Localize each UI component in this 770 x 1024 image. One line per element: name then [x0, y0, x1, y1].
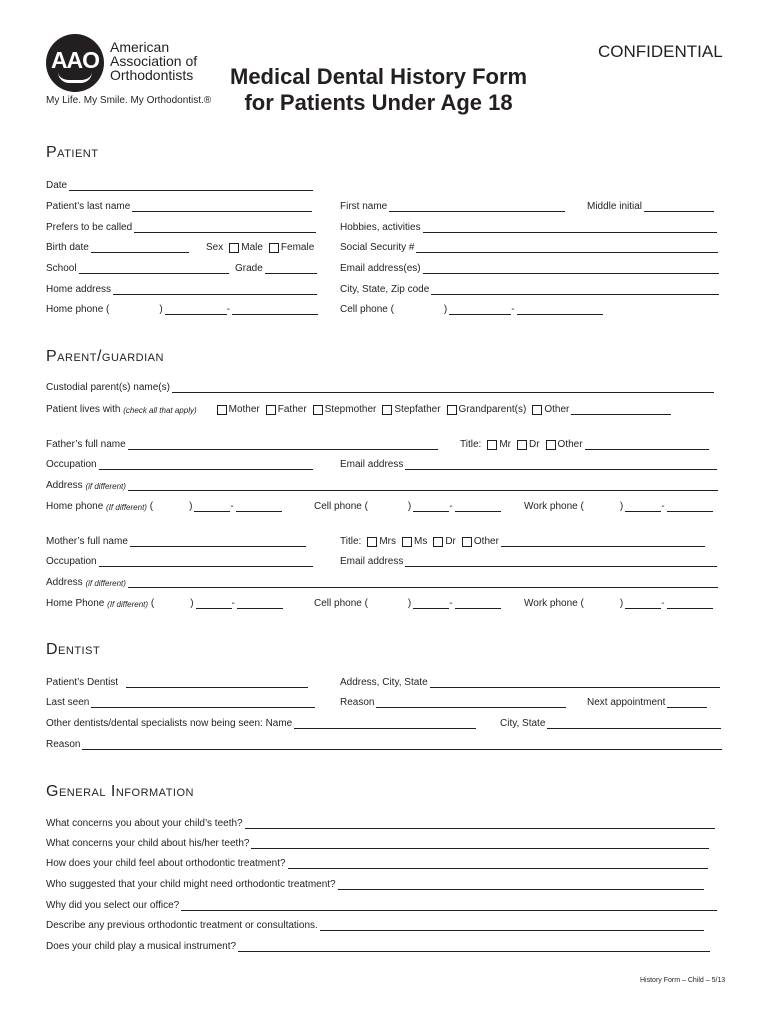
grandparent-checkbox[interactable] — [447, 405, 457, 415]
smile-icon — [58, 72, 92, 83]
question-child-concerns: What concerns your child about his/her teeth? — [46, 838, 709, 849]
stepfather-checkbox[interactable] — [382, 405, 392, 415]
field-father-title: Title: Mr Dr Other — [460, 439, 709, 450]
other-reason-input[interactable] — [82, 739, 722, 750]
q3-input[interactable] — [288, 858, 708, 869]
field-mother-cell-phone: Cell phone ( ) - — [314, 598, 501, 609]
field-patients-dentist: Patient’s Dentist — [46, 677, 308, 688]
cell-phone-line[interactable] — [517, 304, 603, 315]
mother-dr-checkbox[interactable] — [433, 537, 443, 547]
field-middle-initial: Middle initial — [587, 201, 714, 212]
field-prefers: Prefers to be called — [46, 222, 316, 233]
field-other-reason: Reason — [46, 739, 722, 750]
mother-cell-phone-prefix[interactable] — [413, 598, 449, 609]
home-phone-line[interactable] — [232, 304, 318, 315]
q5-input[interactable] — [181, 900, 717, 911]
middle-initial-input[interactable] — [644, 201, 714, 212]
email-input[interactable] — [423, 263, 719, 274]
other-dentists-input[interactable] — [294, 718, 476, 729]
field-father-address: Address (if different) — [46, 480, 718, 491]
field-home-phone: Home phone ( ) - — [46, 304, 318, 315]
field-mother-name: Mother’s full name — [46, 536, 306, 547]
male-checkbox[interactable] — [229, 243, 239, 253]
field-school: School — [46, 263, 229, 274]
form-title: Medical Dental History Form for Patients Under Age 18 — [230, 64, 528, 115]
father-title-other-input[interactable] — [585, 439, 709, 450]
field-dentist-reason: Reason — [340, 697, 566, 708]
field-last-seen: Last seen — [46, 697, 315, 708]
field-father-cell-phone: Cell phone ( ) - — [314, 501, 501, 512]
field-custodial: Custodial parent(s) name(s) — [46, 382, 714, 393]
org-name: American Association of Orthodontists — [110, 39, 198, 83]
question-who-suggested: Who suggested that your child might need orthodontic treatment? — [46, 879, 704, 890]
field-father-email: Email address — [340, 459, 717, 470]
field-mother-email: Email address — [340, 556, 717, 567]
mother-address-input[interactable] — [128, 577, 718, 588]
q4-input[interactable] — [338, 879, 704, 890]
mother-work-phone-line[interactable] — [667, 598, 713, 609]
question-musical-instrument: Does your child play a musical instrument? — [46, 941, 710, 952]
field-other-city-state: City, State — [500, 718, 721, 729]
field-mother-occupation: Occupation — [46, 556, 313, 567]
field-email: Email address(es) — [340, 263, 719, 274]
grade-input[interactable] — [265, 263, 317, 274]
section-general: General Information — [46, 783, 194, 800]
section-parent: Parent/guardian — [46, 348, 164, 365]
school-input[interactable] — [79, 263, 229, 274]
date-input[interactable] — [69, 180, 313, 191]
home-phone-prefix[interactable] — [165, 304, 227, 315]
question-teeth-concerns: What concerns you about your child’s teeth? — [46, 818, 715, 829]
q2-input[interactable] — [251, 838, 709, 849]
question-previous-treatment: Describe any previous orthodontic treatment or consultations. — [46, 920, 704, 931]
father-work-phone-line[interactable] — [667, 501, 713, 512]
field-father-work-phone: Work phone ( ) - — [524, 501, 713, 512]
field-first-name: First name — [340, 201, 565, 212]
field-mother-work-phone: Work phone ( ) - — [524, 598, 713, 609]
father-dr-checkbox[interactable] — [517, 440, 527, 450]
first-name-input[interactable] — [389, 201, 565, 212]
mother-home-phone-prefix[interactable] — [196, 598, 232, 609]
q6-input[interactable] — [320, 920, 704, 931]
tagline: My Life. My Smile. My Orthodontist.® — [46, 95, 212, 106]
hobbies-input[interactable] — [423, 222, 717, 233]
cell-phone-prefix[interactable] — [449, 304, 511, 315]
mr-checkbox[interactable] — [487, 440, 497, 450]
other-city-state-input[interactable] — [547, 718, 721, 729]
father-home-phone-line[interactable] — [236, 501, 282, 512]
field-city-state-zip: City, State, Zip code — [340, 284, 719, 295]
custodial-input[interactable] — [172, 382, 714, 393]
field-birth-date: Birth date — [46, 242, 189, 253]
last-name-input[interactable] — [132, 201, 312, 212]
field-ssn: Social Security # — [340, 242, 718, 253]
next-appointment-input[interactable] — [667, 697, 707, 708]
field-last-name: Patient’s last name — [46, 201, 312, 212]
mrs-checkbox[interactable] — [367, 537, 377, 547]
mother-home-phone-line[interactable] — [237, 598, 283, 609]
mother-cell-phone-line[interactable] — [455, 598, 501, 609]
field-sex: Sex Male Female — [206, 242, 315, 253]
field-father-home-phone: Home phone (If different) ( ) - — [46, 501, 282, 512]
father-home-phone-prefix[interactable] — [194, 501, 230, 512]
question-why-office: Why did you select our office? — [46, 900, 717, 911]
father-name-input[interactable] — [128, 439, 438, 450]
prefers-input[interactable] — [134, 222, 316, 233]
dentist-reason-input[interactable] — [376, 697, 566, 708]
field-mother-address: Address (if different) — [46, 577, 718, 588]
field-date: Date — [46, 180, 313, 191]
field-dentist-address: Address, City, State — [340, 677, 720, 688]
question-child-feelings: How does your child feel about orthodontic treatment? — [46, 858, 708, 869]
footer: History Form – Child – 5/13 — [640, 977, 726, 984]
mother-title-other-input[interactable] — [501, 536, 705, 547]
dentist-address-input[interactable] — [430, 677, 720, 688]
field-mother-title: Title: Mrs Ms Dr Other — [340, 536, 705, 547]
field-next-appointment: Next appointment — [587, 697, 707, 708]
father-checkbox[interactable] — [266, 405, 276, 415]
father-occupation-input[interactable] — [99, 459, 313, 470]
field-father-occupation: Occupation — [46, 459, 313, 470]
mother-work-phone-prefix[interactable] — [625, 598, 661, 609]
patients-dentist-input[interactable] — [126, 677, 308, 688]
female-checkbox[interactable] — [269, 243, 279, 253]
field-home-address: Home address — [46, 284, 317, 295]
other-checkbox[interactable] — [532, 405, 542, 415]
home-address-input[interactable] — [113, 284, 317, 295]
aao-logo — [46, 34, 104, 92]
q1-input[interactable] — [245, 818, 715, 829]
birth-date-input[interactable] — [91, 242, 189, 253]
section-dentist: Dentist — [46, 641, 101, 658]
mother-name-input[interactable] — [130, 536, 306, 547]
last-seen-input[interactable] — [91, 697, 315, 708]
field-mother-home-phone: Home Phone (If different) ( ) - — [46, 598, 283, 609]
field-father-name: Father’s full name — [46, 439, 438, 450]
field-cell-phone: Cell phone ( ) - — [340, 304, 603, 315]
confidential-label: CONFIDENTIAL — [598, 42, 723, 61]
field-hobbies: Hobbies, activities — [340, 222, 717, 233]
father-work-phone-prefix[interactable] — [625, 501, 661, 512]
father-cell-phone-line[interactable] — [455, 501, 501, 512]
ssn-input[interactable] — [416, 242, 718, 253]
stepmother-checkbox[interactable] — [313, 405, 323, 415]
field-lives-with: Patient lives with (check all that apply) Mother Father Stepmother Stepfather Grandparent(s) Other — [46, 404, 671, 415]
lives-other-input[interactable] — [571, 404, 671, 415]
father-address-input[interactable] — [128, 480, 718, 491]
mother-checkbox[interactable] — [217, 405, 227, 415]
field-other-dentists: Other dentists/dental specialists now being seen: Name — [46, 718, 476, 729]
field-grade: Grade — [235, 263, 317, 274]
father-email-input[interactable] — [405, 459, 717, 470]
father-other-checkbox[interactable] — [546, 440, 556, 450]
mother-occupation-input[interactable] — [99, 556, 313, 567]
ms-checkbox[interactable] — [402, 537, 412, 547]
section-patient: Patient — [46, 144, 99, 161]
city-state-zip-input[interactable] — [431, 284, 719, 295]
mother-other-checkbox[interactable] — [462, 537, 472, 547]
father-cell-phone-prefix[interactable] — [413, 501, 449, 512]
logo-text: AAO — [50, 47, 100, 73]
q7-input[interactable] — [238, 941, 710, 952]
mother-email-input[interactable] — [405, 556, 717, 567]
